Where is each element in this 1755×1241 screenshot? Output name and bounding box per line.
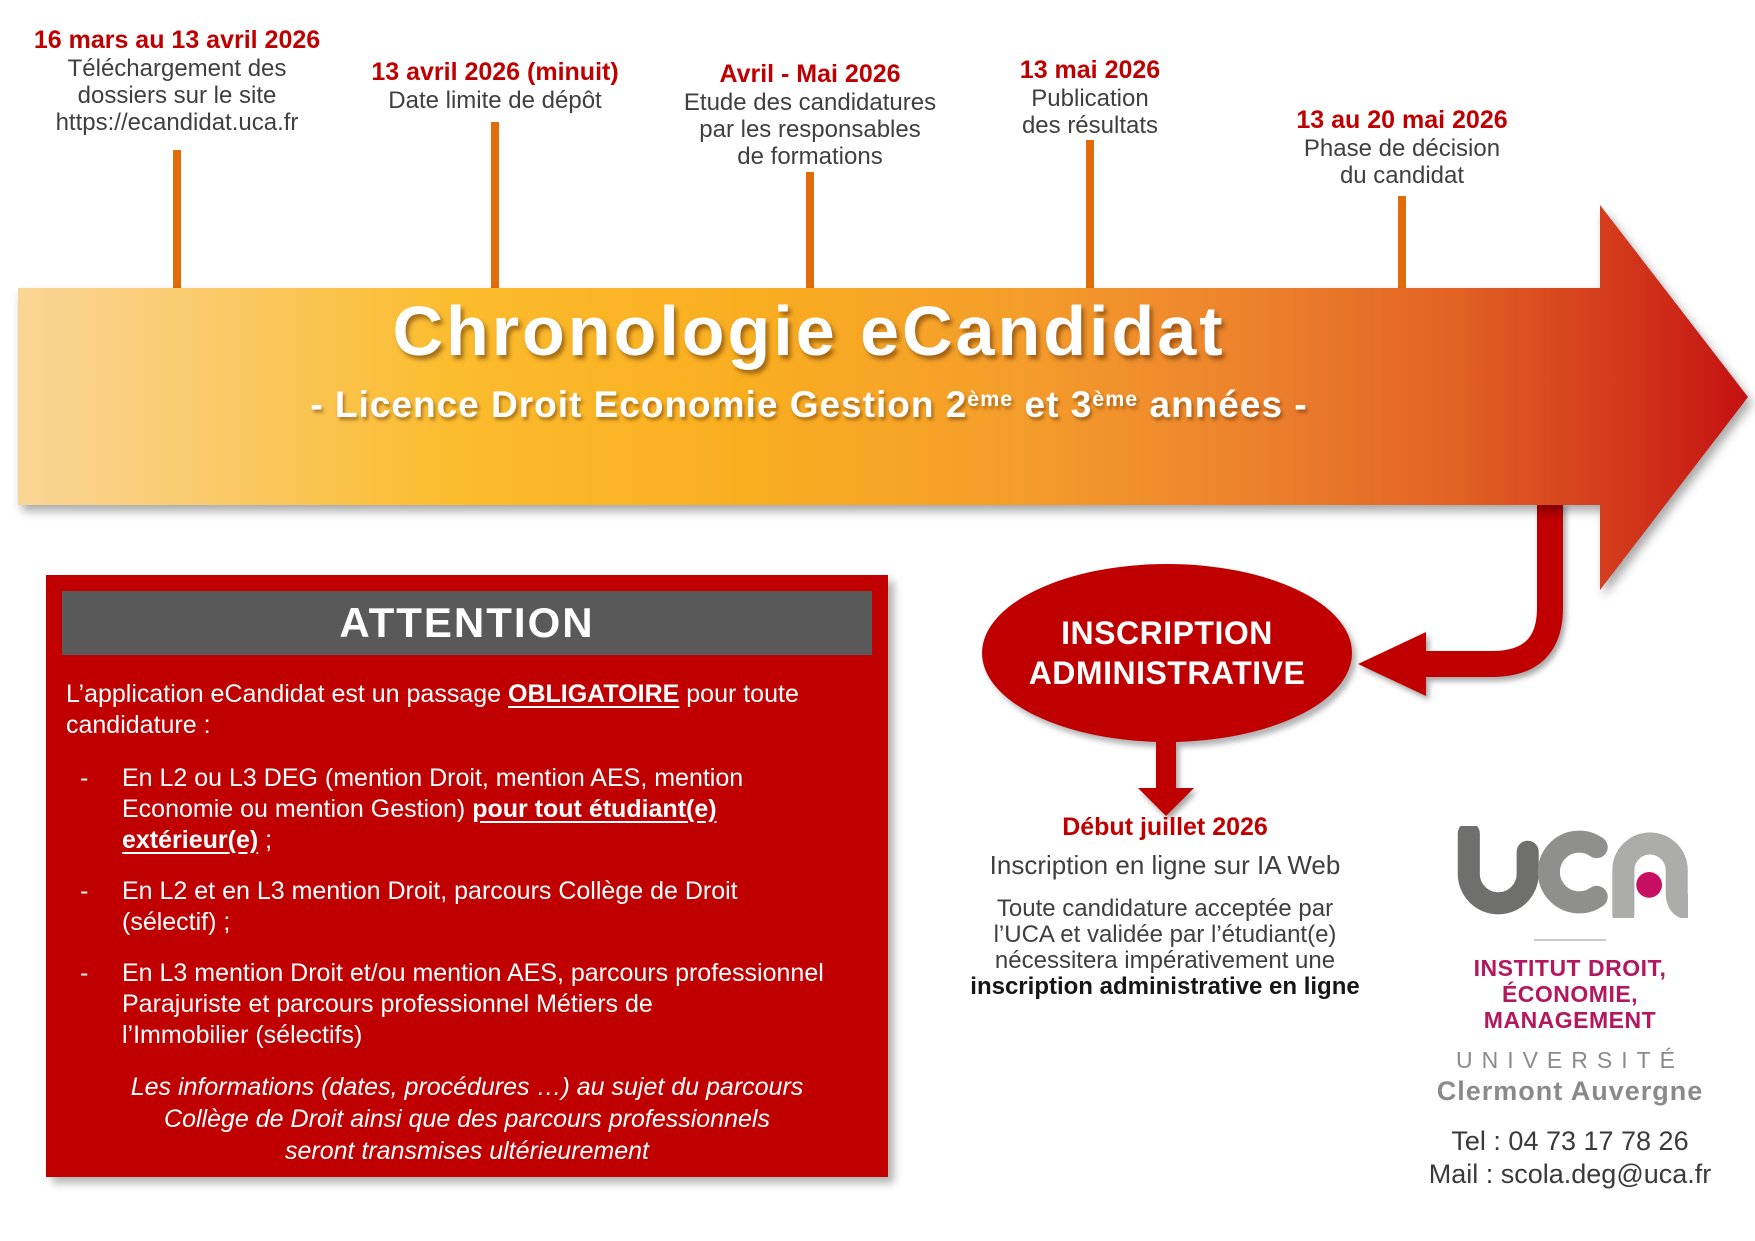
poster-title: Chronologie eCandidat [392, 292, 1226, 370]
text-segment: pour toute [679, 680, 799, 708]
subtitle-segment: années - [1138, 384, 1308, 425]
university-name: Clermont Auvergne [1436, 1076, 1704, 1106]
text-segment: Parajuriste et parcours professionnel Métiers de [122, 990, 653, 1018]
milestone-link[interactable]: https://ecandidat.uca.fr [55, 109, 299, 136]
milestone-4 [1020, 56, 1160, 139]
milestone-date: Avril - Mai 2026 [719, 60, 901, 88]
uca-logo-dot [1636, 872, 1662, 898]
milestone-date: 13 avril 2026 (minuit) [371, 58, 619, 86]
contact-block [1385, 1125, 1755, 1191]
attention-header: ATTENTION [62, 591, 872, 655]
subtitle-segment: et 3 [1013, 384, 1093, 425]
milestone-line: Téléchargement des [67, 55, 287, 82]
milestone-date: 13 mai 2026 [1019, 56, 1161, 84]
text-segment: Economie ou mention Gestion) [122, 795, 473, 823]
milestone-2 [371, 58, 618, 114]
logo-divider [1534, 939, 1606, 941]
milestone-line: de formations [737, 143, 883, 170]
milestone-line: Publication [1031, 85, 1149, 112]
inscription-details [958, 812, 1372, 1000]
contact-mail[interactable]: Mail : scola.deg@uca.fr [1428, 1159, 1712, 1189]
milestone-3 [684, 60, 936, 170]
inscription-ia-line: Inscription en ligne sur IA Web [989, 850, 1341, 880]
institute-line-1: INSTITUT DROIT, [1473, 955, 1667, 981]
subtitle-segment: - Licence Droit Economie Gestion 2 [310, 384, 968, 425]
text-segment: OBLIGATOIRE [508, 680, 680, 708]
inscription-paragraph [958, 896, 1372, 1000]
attention-bullet-3 [80, 958, 864, 1051]
institute-line-3: MANAGEMENT [1483, 1007, 1657, 1033]
attention-intro [66, 679, 866, 741]
attention-bullet-1 [80, 763, 864, 856]
university-word: UNIVERSITÉ [1455, 1047, 1685, 1073]
text-segment: l’UCA et validée par l’étudiant(e) [993, 921, 1337, 948]
text-segment: (sélectif) ; [122, 908, 231, 936]
bullet-text [122, 958, 824, 1051]
attention-bullet-2 [80, 876, 864, 938]
text-segment: l’Immobilier (sélectifs) [122, 1021, 363, 1049]
attention-bullet-list [46, 763, 878, 1051]
subtitle-segment: ème [1092, 387, 1139, 412]
inscription-date: Début juillet 2026 [1062, 813, 1268, 841]
text-segment: En L2 ou L3 DEG (mention Droit, mention AES, mention [122, 764, 744, 792]
milestone-line: Date limite de dépôt [388, 87, 602, 114]
subtitle-segment: ème [967, 387, 1014, 412]
text-segment: ; [258, 826, 273, 854]
poster-subtitle [18, 384, 1600, 426]
milestone-line: des résultats [1021, 112, 1159, 139]
inscription-administrative-ellipse [982, 564, 1352, 742]
text-segment: En L3 mention Droit et/ou mention AES, parcours professionnel [122, 959, 824, 987]
institute-line-2: ÉCONOMIE, [1501, 981, 1639, 1007]
ellipse-line-2: ADMINISTRATIVE [1028, 655, 1306, 691]
org-block [1385, 826, 1755, 1191]
uca-logo [1452, 826, 1688, 918]
contact-tel: Tel : 04 73 17 78 26 [1451, 1126, 1689, 1156]
bullet-text [122, 876, 738, 938]
attention-box [46, 575, 888, 1177]
attention-note: Les informations (dates, procédures …) au sujet du parcours Collège de Droit ainsi que des parcours professionnels seront transmises ultérieurement [130, 1073, 804, 1165]
milestone-1 [34, 26, 320, 136]
milestone-date: 16 mars au 13 avril 2026 [33, 26, 321, 54]
milestone-line: par les responsables [699, 116, 921, 143]
text-segment: extérieur(e) [122, 826, 259, 854]
text-segment: En L2 et en L3 mention Droit, parcours Collège de Droit [122, 877, 738, 905]
milestone-date: 13 au 20 mai 2026 [1296, 106, 1508, 134]
text-segment: inscription administrative en ligne [970, 973, 1360, 1000]
text-segment: candidature : [66, 711, 211, 739]
bullet-marker: - [80, 764, 89, 792]
bullet-marker: - [80, 959, 89, 987]
milestone-5 [1296, 106, 1507, 189]
text-segment: L’application eCandidat est un passage [66, 680, 508, 708]
bullet-marker: - [80, 877, 89, 905]
bullet-text [122, 763, 743, 856]
text-segment: nécessitera impérativement une [994, 947, 1336, 974]
milestone-line: Etude des candidatures [683, 89, 937, 116]
milestone-line: dossiers sur le site [77, 82, 277, 109]
text-segment: pour tout étudiant(e) [472, 795, 717, 823]
milestone-line: du candidat [1339, 162, 1465, 189]
milestone-line: Phase de décision [1303, 135, 1501, 162]
text-segment: Toute candidature acceptée par [996, 895, 1334, 922]
ellipse-line-1: INSCRIPTION [1061, 615, 1273, 651]
